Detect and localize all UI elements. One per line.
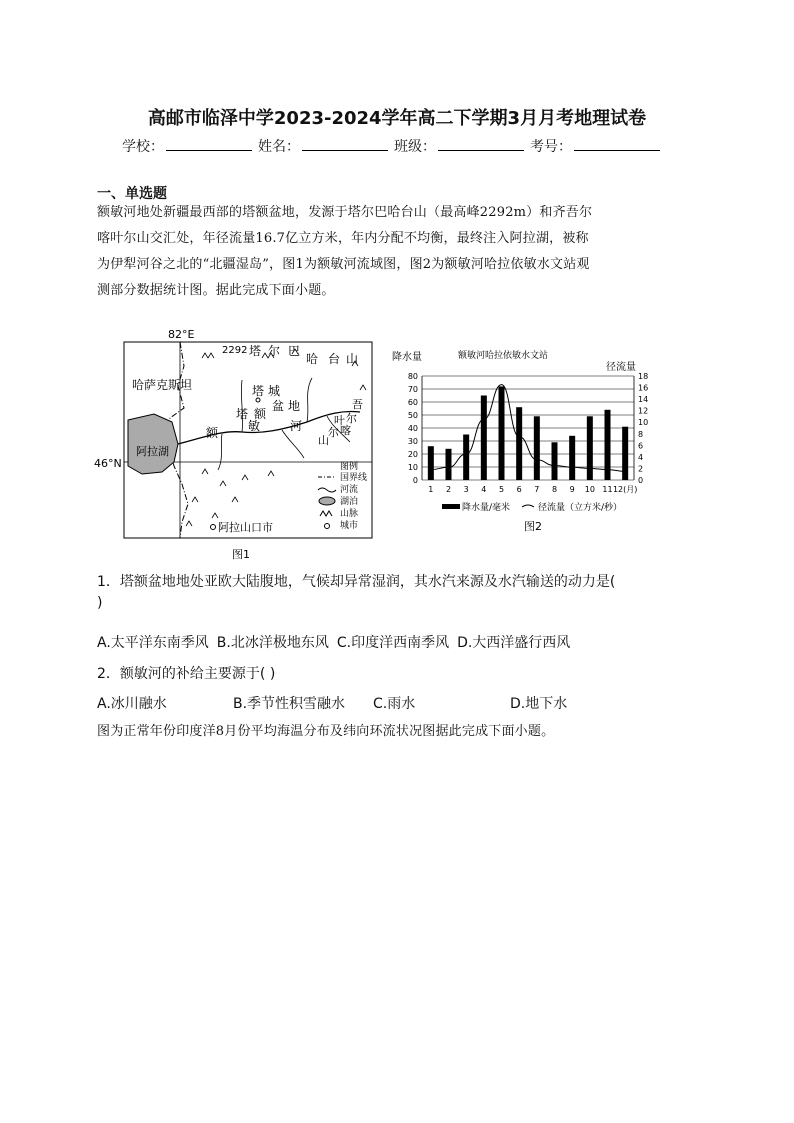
question-2-options — [97, 693, 567, 713]
emin-char: 额 — [206, 426, 219, 440]
precip-bar — [534, 416, 540, 480]
option-b[interactable]: B.季节性积雪融水 — [233, 696, 346, 712]
class-label: 班级： — [394, 139, 436, 155]
y2-tick-label: 0 — [638, 476, 644, 485]
precip-bar — [463, 435, 469, 481]
mtn-char: 尔 — [346, 412, 357, 425]
mtn-char: 叶 — [334, 414, 345, 427]
option-a[interactable]: A.太平洋东南季风 — [97, 635, 209, 651]
figure2-caption: 图2 — [524, 520, 542, 533]
legend-item: 河流 — [340, 485, 359, 495]
y2-tick-label: 12 — [638, 406, 649, 416]
legend-item: 湖泊 — [340, 497, 359, 507]
legend-city-sym — [325, 524, 330, 529]
y2-tick-label: 18 — [638, 372, 649, 381]
option-a[interactable]: A.冰川融水 — [97, 696, 167, 712]
mtn-char: 喀 — [340, 424, 351, 437]
y2-axis-label: 径流量 — [606, 362, 636, 373]
lake-label: 阿拉湖 — [136, 445, 169, 458]
legend-item: 山脉 — [340, 509, 359, 519]
y-axis-label: 降水量 — [392, 352, 422, 363]
legend-line-label: 径流量（立方米/秒） — [538, 503, 623, 513]
x-tick-label: 9 — [569, 485, 575, 494]
y2-tick-label: 2 — [638, 464, 644, 474]
question-2: 2．额敏河的补给主要源于( ) — [97, 666, 276, 682]
x-tick-label: 12(月) — [612, 485, 638, 494]
option-b[interactable]: B.北冰洋极地东风 — [216, 635, 329, 651]
y2-tick-label: 16 — [638, 383, 649, 393]
range-char: 山 — [346, 352, 359, 366]
number-blank — [574, 136, 660, 151]
tributary — [307, 378, 312, 422]
question-1-options — [97, 632, 570, 652]
y2-tick-label: 6 — [638, 441, 644, 451]
x-tick-label: 11 — [602, 485, 613, 494]
mtn-char: 吾 — [352, 398, 363, 411]
question-1-line: 1．塔额盆地地处亚欧大陆腹地，气候却异常湿润，其水汽来源及水汽输送的动力是( — [97, 574, 616, 590]
range-char: 哈 — [306, 352, 319, 366]
runoff-chart — [388, 344, 664, 536]
x-tick-label: 7 — [534, 485, 540, 494]
precip-bar — [587, 416, 593, 480]
y-tick-label: 60 — [407, 398, 418, 407]
next-intro: 图为正常年份印度洋8月份平均海温分布及纬向环流状况图据此完成下面小题。 — [97, 724, 555, 739]
intro-line: 额敏河地处新疆最西部的塔额盆地，发源于塔尔巴哈台山（最高峰2292m）和齐吾尔 — [97, 205, 593, 220]
legend-item: 国界线 — [340, 473, 368, 483]
question-1-line: ) — [97, 595, 103, 611]
tacheng-char: 塔 — [252, 384, 265, 398]
precip-bar — [499, 386, 505, 480]
basin-char: 地 — [288, 399, 301, 413]
mtn-char: 山 — [318, 434, 329, 447]
river-char: 河 — [290, 419, 303, 433]
city-label: 阿拉山口市 — [218, 521, 273, 534]
name-label: 姓名： — [258, 139, 300, 155]
range-char: 台 — [328, 352, 341, 366]
alashankou-dot — [211, 525, 216, 530]
tributary — [218, 434, 222, 470]
range-char: 塔 — [249, 344, 262, 358]
y2-tick-label: 8 — [638, 429, 644, 439]
ala-lake — [128, 414, 178, 474]
legend-item: 城市 — [340, 521, 359, 531]
legend-title: 图例 — [340, 462, 359, 472]
option-d[interactable]: D.地下水 — [510, 696, 568, 712]
legend-bar-symbol — [442, 504, 460, 509]
x-tick-label: 1 — [428, 485, 434, 494]
school-label: 学校： — [122, 139, 164, 155]
y2-tick-label: 10 — [638, 418, 649, 428]
x-tick-label: 10 — [584, 485, 595, 494]
y-tick-label: 20 — [407, 450, 418, 459]
x-tick-label: 8 — [551, 485, 558, 494]
y-tick-label: 50 — [407, 411, 418, 420]
basin-char: 额 — [254, 407, 267, 421]
x-tick-label: 4 — [481, 485, 487, 494]
tacheng-city-dot — [256, 398, 260, 402]
y2-tick-label: 4 — [638, 452, 644, 462]
range-char: 尔 — [268, 344, 281, 358]
tacheng-char: 城 — [268, 384, 281, 398]
chart-title: 额敏河哈拉依敏水文站 — [458, 351, 549, 361]
map-figure — [92, 326, 382, 566]
school-blank — [166, 136, 252, 151]
figure1-caption: 图1 — [232, 548, 250, 561]
y-tick-label: 10 — [407, 463, 418, 472]
precip-bar — [516, 407, 522, 480]
intro-line: 测部分数据统计图。据此完成下面小题。 — [97, 283, 335, 298]
precip-bar — [446, 449, 452, 480]
mtn-char: 尔 — [328, 426, 339, 439]
legend-lake-sym — [319, 497, 335, 505]
intro-paragraph — [97, 200, 697, 304]
precip-bar — [622, 427, 628, 480]
question-1 — [97, 571, 615, 611]
y-tick-label: 30 — [407, 437, 418, 446]
y-tick-label: 40 — [407, 424, 418, 433]
option-d[interactable]: D.大西洋盛行西风 — [457, 635, 571, 651]
section-heading: 一、单选题 — [97, 186, 167, 202]
page-title: 高邮市临泽中学2023-2024学年高二下学期3月月考地理试卷 — [147, 108, 647, 129]
precip-bar — [552, 442, 558, 480]
number-label: 考号： — [530, 139, 572, 155]
legend-line-symbol — [522, 505, 534, 507]
name-blank — [302, 136, 388, 151]
basin-char: 塔 — [236, 407, 249, 421]
x-tick-label: 5 — [498, 485, 505, 494]
x-tick-label: 3 — [463, 485, 469, 494]
lon-label: 82°E — [168, 328, 195, 341]
legend-river-sym — [318, 488, 336, 492]
precip-bar — [481, 396, 487, 481]
tributary — [241, 380, 242, 432]
legend-bar-label: 降水量/毫米 — [462, 503, 511, 513]
x-tick-label: 2 — [445, 485, 452, 494]
lat-label: 46°N — [94, 457, 122, 470]
intro-line: 喀叶尔山交汇处，年径流量16.7亿立方米，年内分配不均衡，最终注入阿拉湖，被称 — [97, 231, 589, 246]
legend-mountain-sym — [320, 511, 332, 516]
y-tick-label: 70 — [407, 385, 418, 394]
y2-tick-label: 14 — [638, 395, 649, 405]
precip-bar — [569, 436, 575, 480]
kazakh-label: 哈萨克斯坦 — [132, 378, 193, 392]
range-char: 巴 — [288, 344, 301, 358]
intro-line: 为伊犁河谷之北的“北疆湿岛”，图1为额敏河流域图，图2为额敏河哈拉依敏水文站观 — [97, 257, 590, 272]
river-char: 敏 — [248, 419, 261, 433]
basin-char: 盆 — [272, 399, 285, 413]
class-blank — [438, 136, 524, 151]
tributary — [282, 430, 304, 458]
y-tick-label: 80 — [407, 372, 418, 381]
x-tick-label: 6 — [516, 485, 522, 494]
precip-bar — [428, 446, 434, 480]
peak-label: 2292 — [222, 345, 248, 356]
y-tick-label: 0 — [412, 476, 418, 485]
option-c[interactable]: C.印度洋西南季风 — [336, 635, 450, 651]
student-info-line — [122, 136, 666, 156]
option-c[interactable]: C.雨水 — [373, 696, 416, 712]
